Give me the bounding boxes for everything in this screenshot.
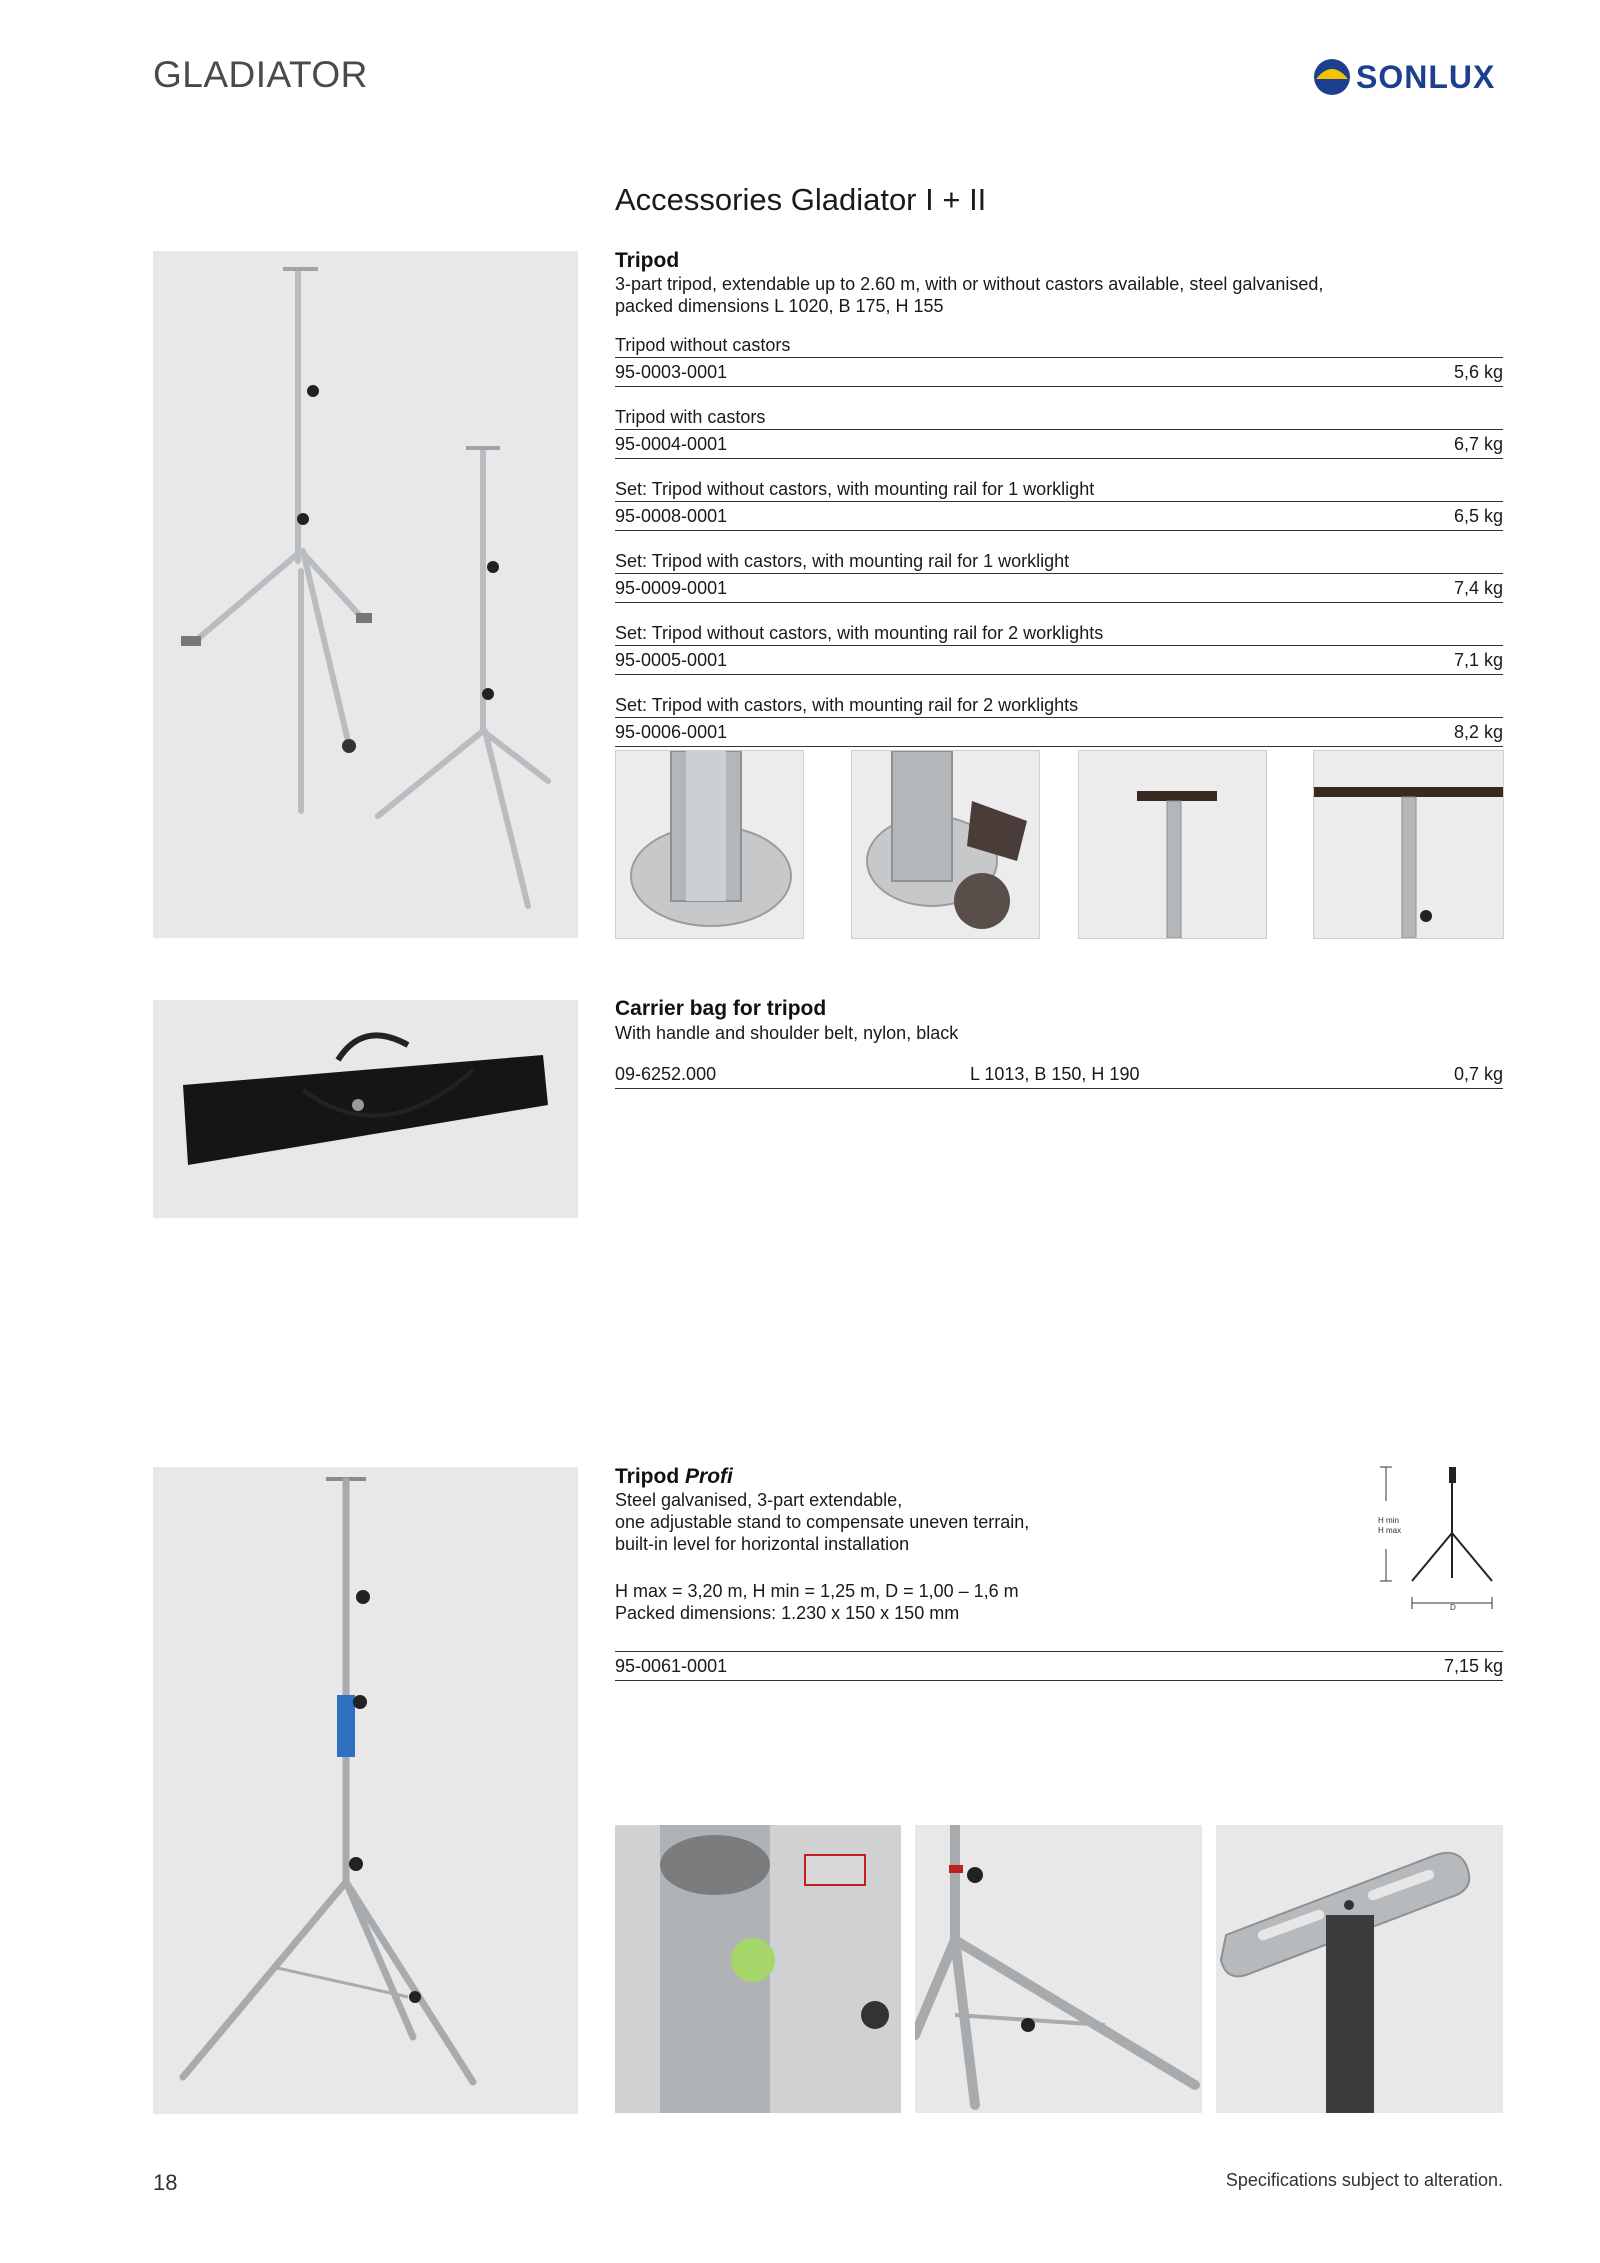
bag-photo [153,1000,578,1218]
weight: 6,5 kg [1453,506,1503,526]
profi-spec-line: H max = 3,20 m, H min = 1,25 m, D = 1,00 – 1,6 m [615,1581,1019,1601]
profi-title-main: Tripod [615,1465,680,1488]
article-number: 95-0005-0001 [615,650,728,670]
profi-dimension-diagram [1370,1463,1500,1623]
article-number: 95-0004-0001 [615,434,728,454]
sonlux-logo [1312,57,1504,97]
logo-text: SONLUX [1356,59,1496,95]
brand-title: GLADIATOR [153,54,368,95]
thumb-top-plate [1216,1825,1503,2113]
table-row [615,334,1503,387]
weight: 8,2 kg [1453,722,1503,742]
thumb-rail-single [1078,750,1267,939]
weight: 5,6 kg [1453,362,1503,382]
weight: 7,1 kg [1453,650,1503,670]
d-label: D [1450,1603,1456,1612]
profi-specs [615,1580,1019,1624]
tripod-title: Tripod [615,249,680,272]
weight: 0,7 kg [1453,1064,1503,1084]
thumb-level [615,1825,901,2113]
section-title: Accessories Gladiator I + II [615,182,987,217]
article-number: 95-0006-0001 [615,722,728,742]
row-label: Set: Tripod without castors, with mounting rail for 1 worklight [615,478,1503,502]
thumb-foot-plate [615,750,804,939]
table-row [615,1652,1503,1681]
bag-title: Carrier bag for tripod [615,997,827,1020]
page-number: 18 [153,2170,178,2195]
tripod-description [615,273,1515,317]
bag-description: With handle and shoulder belt, nylon, black [615,1023,959,1043]
table-row [615,478,1503,531]
tripod-photo [153,251,578,938]
article-number: 95-0003-0001 [615,362,728,382]
row-label: Set: Tripod without castors, with mounting rail for 2 worklights [615,622,1503,646]
bag-dimensions: L 1013, B 150, H 190 [970,1064,1140,1084]
bag-table [615,1060,1503,1108]
row-code [615,358,1503,387]
hmin-label: H min [1378,1516,1399,1525]
profi-title [615,1465,733,1489]
table-row [615,1060,1503,1089]
tripod-table [615,334,1503,766]
article-number: 95-0008-0001 [615,506,728,526]
thumb-rail-double [1313,750,1504,939]
logo-mark-icon [1312,57,1352,97]
profi-photo [153,1467,578,2114]
table-row [615,550,1503,603]
footer-note: Specifications subject to alteration. [1225,2170,1503,2190]
table-row [615,406,1503,459]
profi-spec-line: Packed dimensions: 1.230 x 150 x 150 mm [615,1603,960,1623]
row-label: Set: Tripod with castors, with mounting rail for 2 worklights [615,694,1503,718]
row-code [615,718,1503,747]
profi-table [615,1651,1503,1700]
tripod-description-line: packed dimensions L 1020, B 175, H 155 [615,296,944,316]
profi-description [615,1489,1029,1555]
profi-description-line: built-in level for horizontal installation [615,1534,910,1554]
row-code [615,646,1503,675]
row-label: Tripod with castors [615,406,1503,430]
tripod-description-line: 3-part tripod, extendable up to 2.60 m, with or without castors available, steel galvanised, [615,274,1324,294]
weight: 7,15 kg [1443,1656,1503,1676]
row-label: Tripod without castors [615,334,1503,358]
row-code [615,574,1503,603]
weight: 6,7 kg [1453,434,1503,454]
row-label: Set: Tripod with castors, with mounting rail for 1 worklight [615,550,1503,574]
article-number: 95-0009-0001 [615,578,728,598]
article-number: 95-0061-0001 [615,1656,728,1676]
row-code [615,430,1503,459]
table-row [615,694,1503,747]
thumb-leg-joint [915,1825,1202,2113]
article-number: 09-6252.000 [615,1064,717,1084]
profi-description-line: one adjustable stand to compensate uneven terrain, [615,1512,1030,1532]
hmax-label: H max [1378,1526,1402,1535]
profi-title-italic: Profi [685,1465,733,1488]
profi-description-line: Steel galvanised, 3-part extendable, [615,1490,903,1510]
row-code [615,502,1503,531]
weight: 7,4 kg [1453,578,1503,598]
thumb-castor [851,750,1040,939]
table-row [615,622,1503,675]
